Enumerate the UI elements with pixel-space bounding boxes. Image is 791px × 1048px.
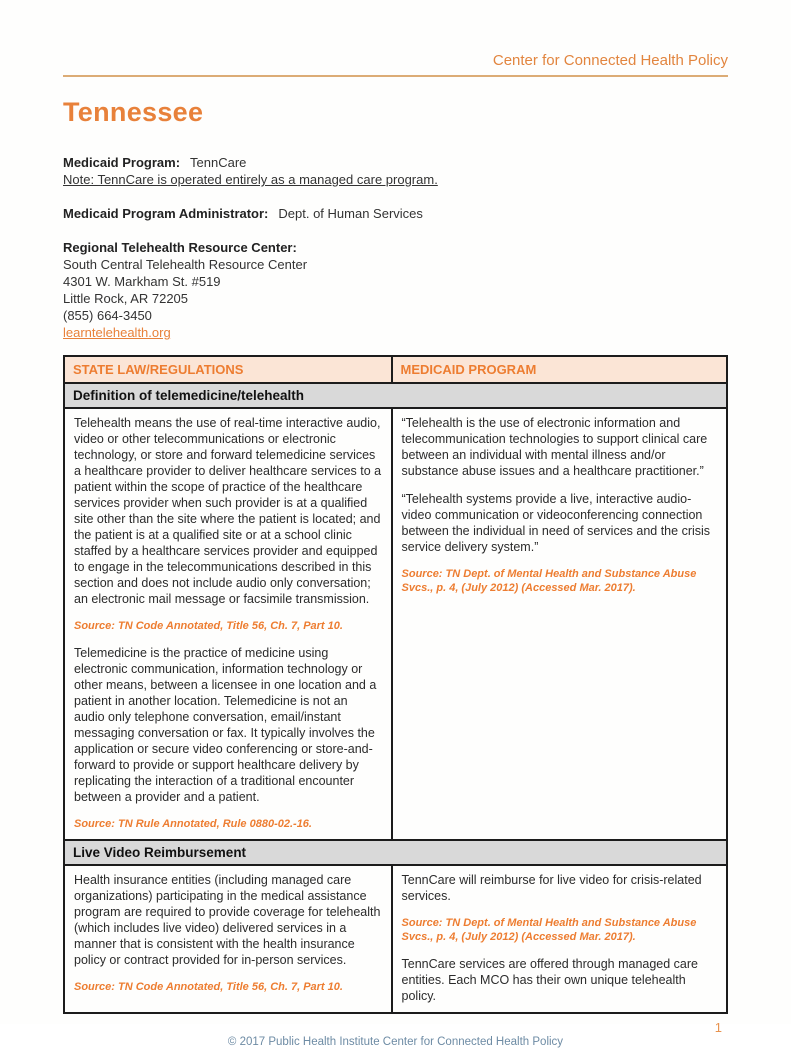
telehealth-definition-paragraph: Telehealth means the use of real-time interactive audio, video or other telecommunications or electronic technology, or store and forward telemedicine services a healthcare provider to deliver healthcare services to a patient within the scope of practice of the healthcare services provider when such provider is at a qualified site other than the site where the patient is located; and the patient is at a qualified site or at a school clinic staffed by a healthcare services provider and equipped to engage in the telecommunications described in this section and does not include audio only conversation; an electronic mail message or facsimile transmission. — [74, 416, 382, 606]
administrator-label: Medicaid Program Administrator: — [63, 206, 269, 221]
rtrc-website-link[interactable]: learntelehealth.org — [63, 325, 171, 340]
rtrc-name: South Central Telehealth Resource Center — [63, 257, 308, 272]
section-title-live-video: Live Video Reimbursement — [64, 840, 727, 865]
section-title-definition: Definition of telemedicine/telehealth — [64, 383, 727, 408]
info-block — [63, 154, 728, 341]
footer-copyright: © 2017 Public Health Institute Center for Connected Health Policy — [227, 1036, 564, 1048]
medicaid-program-line — [63, 154, 728, 171]
policy-comparison-table — [63, 355, 728, 1014]
rtrc-address-city: Little Rock, AR 72205 — [63, 291, 189, 306]
column-header-state-law: STATE LAW/REGULATIONS — [64, 356, 392, 383]
telemedicine-definition-paragraph: Telemedicine is the practice of medicine using electronic communication, information technology or other means, between a licensee in one location and a patient in another location. Telemedicine is not an audio only telephone conversation, email/instant messaging conversation or fax. It typically involves the application or secure video conferencing or store-and-forward to provide or support healthcare delivery by replicating the interaction of a traditional encounter between a provider and a patient. — [74, 646, 377, 804]
medicaid-telehealth-quote: “Telehealth is the use of electronic information and telecommunication technologies to support clinical care between an individual with mental illness and/or substance abuse issues and a healthcare practitioner.” — [401, 416, 708, 478]
page-title: Tennessee — [63, 97, 204, 127]
medicaid-program-value: TennCare — [190, 155, 247, 170]
source-citation: Source: TN Dept. of Mental Health and Substance Abuse Svcs., p. 4, (July 2012) (Accessed Mar. 2017). — [401, 917, 697, 943]
live-video-medicaid-cell — [392, 865, 727, 1013]
source-citation: Source: TN Code Annotated, Title 56, Ch. 7, Part 10. — [74, 981, 343, 993]
source-citation: Source: TN Dept. of Mental Health and Substance Abuse Svcs., p. 4, (July 2012) (Accessed Mar. 2017). — [401, 568, 697, 594]
source-citation: Source: TN Code Annotated, Title 56, Ch. 7, Part 10. — [74, 620, 343, 632]
tenncare-mco-paragraph: TennCare services are offered through managed care entities. Each MCO has their own unique telehealth policy. — [401, 957, 698, 1003]
managed-care-note: Note: TennCare is operated entirely as a managed care program. — [63, 172, 438, 187]
org-name: Center for Connected Health Policy — [492, 52, 728, 69]
table-row — [64, 865, 727, 1013]
medicaid-telehealth-systems-quote: “Telehealth systems provide a live, interactive audio-video communication or videoconferencing connection between the individual in need of services and the crisis service delivery system.” — [401, 492, 711, 554]
medicaid-program-label: Medicaid Program: — [63, 155, 181, 170]
rtrc-label: Regional Telehealth Resource Center: — [63, 240, 297, 255]
section-row — [64, 383, 727, 408]
live-video-state-law-cell — [64, 865, 392, 1013]
definition-state-law-cell — [64, 408, 392, 840]
section-row — [64, 840, 727, 865]
table-header-row — [64, 356, 727, 383]
live-video-coverage-paragraph: Health insurance entities (including managed care organizations) participating in the medical assistance program are required to provide coverage for telehealth (which includes live video) delivered services in a manner that is consistent with the health insurance policy or contract provided for in-person services. — [74, 873, 381, 967]
administrator-value: Dept. of Human Services — [278, 206, 423, 221]
rtrc-address-street: 4301 W. Markham St. #519 — [63, 274, 221, 289]
table-row — [64, 408, 727, 840]
source-citation: Source: TN Rule Annotated, Rule 0880-02.-16. — [74, 818, 312, 830]
rtrc-phone: (855) 664-3450 — [63, 308, 152, 323]
administrator-line — [63, 205, 728, 222]
page-content — [63, 0, 728, 1048]
tenncare-reimbursement-paragraph: TennCare will reimburse for live video for crisis-related services. — [401, 873, 702, 903]
definition-medicaid-cell — [392, 408, 727, 840]
page-number: 1 — [714, 1020, 722, 1035]
column-header-medicaid-program: MEDICAID PROGRAM — [392, 356, 727, 383]
page-header — [63, 52, 728, 77]
